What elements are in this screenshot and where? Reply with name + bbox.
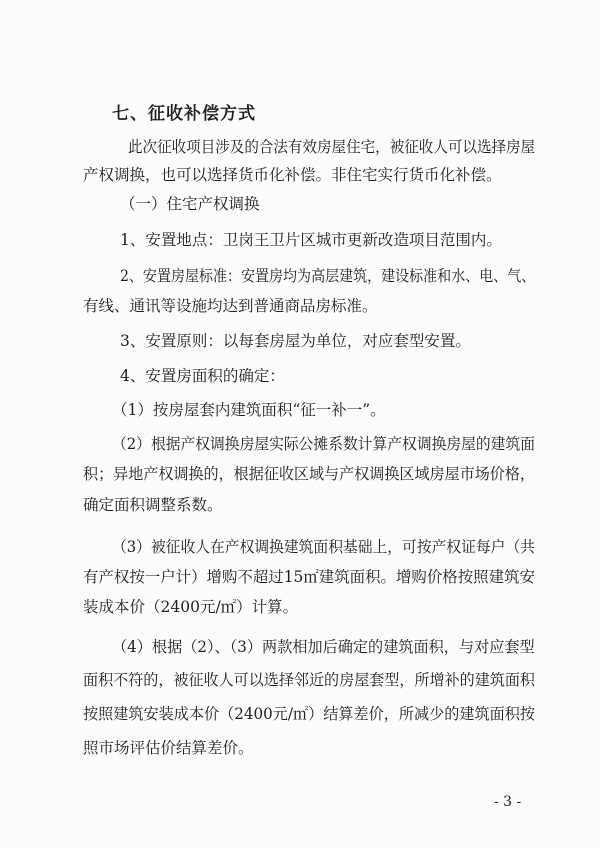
body-line: 按照建筑安装成本价（2400元/㎡）结算差价，所减少的建筑面积按 [83, 705, 536, 723]
body-line: 装成本价（2400元/㎡）计算。 [83, 598, 299, 616]
section-heading: 七、征收补偿方式 [112, 104, 256, 124]
body-line: 有产权按一户计）增购不超过15㎡建筑面积。增购价格按照建筑安 [83, 568, 535, 586]
page-number: - 3 - [494, 794, 522, 810]
body-line: 照市场评估价结算差价。 [83, 739, 254, 757]
body-line: 面积不符的，被征收人可以选择邻近的房屋套型，所增补的建筑面积 [83, 671, 535, 689]
body-line: 有线、通讯等设施均达到普通商品房标准。 [83, 297, 378, 315]
body-line: 3、安置原则：以每套房屋为单位，对应套型安置。 [120, 332, 471, 350]
body-line: 此次征收项目涉及的合法有效房屋住宅，被征收人可以选择房屋 [128, 138, 536, 156]
body-line: 积；异地产权调换的，根据征收区域与产权调换区域房屋市场价格， [83, 465, 535, 483]
body-line: （一）住宅产权调换 [120, 195, 260, 213]
body-line: （4）根据（2）、（3）两款相加后确定的建筑面积，与对应套型 [112, 638, 535, 656]
body-line: 4、安置房面积的确定： [120, 367, 285, 385]
body-line: （1）按房屋套内建筑面积“征一补一”。 [112, 401, 386, 419]
body-line: 1、安置地点：卫岗王卫片区城市更新改造项目范围内。 [120, 231, 502, 249]
body-line: 产权调换，也可以选择货币化补偿。非住宅实行货币化补偿。 [83, 166, 502, 184]
body-line: 2、安置房屋标准：安置房均为高层建筑，建设标准和水、电、气、 [120, 267, 536, 285]
body-line: 确定面积调整系数。 [83, 496, 223, 514]
body-line: （2）根据产权调换房屋实际公摊系数计算产权调换房屋的建筑面 [112, 435, 536, 453]
body-line: （3）被征收人在产权调换建筑面积基础上，可按产权证每户（共 [112, 538, 536, 556]
